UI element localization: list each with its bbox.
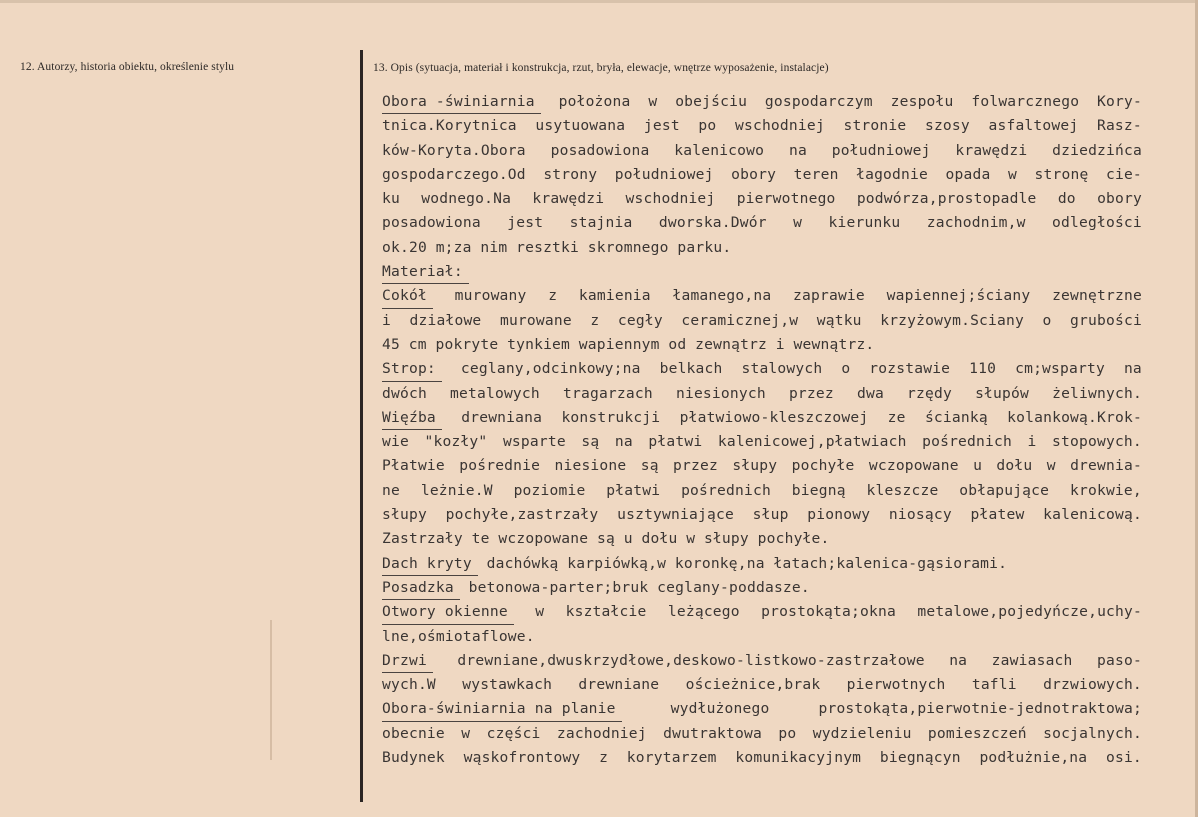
word: posadowiona xyxy=(382,214,481,232)
word: "kozły" xyxy=(424,433,488,451)
word: gospodarczego.Od xyxy=(382,165,526,183)
word: i xyxy=(382,311,391,329)
underlined-heading: Więźba xyxy=(382,406,442,430)
word: drewnia- xyxy=(1070,457,1142,475)
word: po xyxy=(698,117,717,135)
word: obory xyxy=(1097,190,1142,208)
word: pierwotnych xyxy=(846,676,946,694)
word: do xyxy=(1057,190,1076,208)
word: poziomie xyxy=(513,481,586,499)
word: cie- xyxy=(1105,165,1142,183)
word: pokryte xyxy=(435,335,499,353)
text-line xyxy=(382,90,1142,114)
word: ku xyxy=(382,190,400,208)
word: karpiówką,w xyxy=(567,554,667,572)
word: z xyxy=(548,287,558,305)
word: o xyxy=(1042,311,1052,329)
word: biegnącyn xyxy=(879,749,961,767)
word: paso- xyxy=(1097,651,1142,669)
word: stalowych xyxy=(741,360,823,378)
text-line xyxy=(382,746,1142,770)
word: pośrednich xyxy=(922,433,1012,451)
word: rozstawie xyxy=(869,360,951,378)
word: w xyxy=(648,93,658,110)
word: wydzieleniu xyxy=(812,724,912,742)
word: zawiasach xyxy=(991,651,1073,669)
word: ze xyxy=(887,408,906,426)
word: murowane xyxy=(499,311,572,329)
word: drewniane,dwuskrzydłowe,deskowo-listkowo-zastrzałowe xyxy=(457,651,925,669)
text-line xyxy=(382,139,1142,163)
word: są xyxy=(640,457,659,475)
word: krawędzi xyxy=(955,141,1028,159)
word: szosy xyxy=(924,117,970,135)
word: ceramicznej,w xyxy=(681,311,799,329)
text-line xyxy=(382,333,1142,357)
word: pośrednich xyxy=(681,481,771,499)
word: komunikacyjnym xyxy=(735,749,862,767)
word: kleszcze xyxy=(866,481,939,499)
word: przez xyxy=(788,384,834,402)
faint-ruling xyxy=(270,620,272,760)
underlined-heading: Posadzka xyxy=(382,576,460,600)
word: cm;wsparty xyxy=(1015,360,1105,378)
word: korytarzem xyxy=(626,749,717,767)
word: stronę xyxy=(1034,165,1089,183)
word: od xyxy=(668,335,687,353)
underlined-heading: Cokół xyxy=(382,284,433,308)
word: wewnątrz. xyxy=(793,335,875,353)
word: południowej xyxy=(614,165,714,183)
text-line xyxy=(382,552,1142,576)
word: u xyxy=(623,530,633,548)
word: płatwi xyxy=(648,433,703,451)
text-line xyxy=(382,576,1142,600)
underlined-heading: Strop: xyxy=(382,357,442,381)
text-line xyxy=(382,697,1142,721)
word: wystawkach xyxy=(462,676,553,694)
word: wapiennym xyxy=(578,335,660,353)
word: ceglany,odcinkowy;na xyxy=(460,360,641,378)
text-line xyxy=(382,382,1142,406)
word: cm xyxy=(408,335,427,353)
word: folwarcznego xyxy=(971,93,1080,110)
word: płatew xyxy=(970,506,1025,524)
word: są xyxy=(597,530,615,548)
text-line xyxy=(382,211,1142,235)
word: zewnątrz xyxy=(695,335,768,353)
word: dwóch xyxy=(382,384,427,402)
text-line xyxy=(382,454,1142,478)
word: murowany xyxy=(454,287,527,305)
word: podwórza,prostopadle xyxy=(856,190,1037,208)
word: płatwiowo-kleszczowej xyxy=(679,408,869,426)
word: w xyxy=(461,724,471,742)
text-line xyxy=(382,479,1142,503)
word: belkach xyxy=(659,360,723,378)
word: Kory- xyxy=(1097,93,1142,110)
word: z xyxy=(590,311,600,329)
word: ościeżnice,brak xyxy=(685,676,821,694)
word: południowej xyxy=(831,141,931,159)
word: zespołu xyxy=(890,93,954,110)
word: ków-Koryta.Obora xyxy=(382,141,526,159)
word: ok.20 xyxy=(382,238,427,256)
word: na xyxy=(788,141,807,159)
word: jest xyxy=(643,117,680,135)
word: przez xyxy=(673,457,718,475)
word: lne,ośmiotaflowe. xyxy=(382,627,535,645)
section-12-header: 12. Autorzy, historia obiektu, określenie stylu xyxy=(20,61,235,73)
word: gospodarczym xyxy=(764,93,873,110)
word: leżnie.W xyxy=(420,481,493,499)
word: kolankową.Krok- xyxy=(1007,408,1142,426)
word: łatach;kalenica-gąsiorami. xyxy=(773,554,1008,572)
word: kalenicowo xyxy=(674,141,765,159)
underlined-heading: Drzwi xyxy=(382,649,433,673)
word: prostokąta;okna xyxy=(761,603,896,621)
text-line xyxy=(382,722,1142,746)
word: pionowy xyxy=(807,506,871,524)
word: obejściu xyxy=(675,93,748,110)
word: pierwotnego xyxy=(736,190,836,208)
word: wsparte xyxy=(502,433,566,451)
word: części xyxy=(486,724,541,742)
word: stajnia xyxy=(569,214,633,232)
word: wczopowane xyxy=(498,530,589,548)
text-line xyxy=(382,527,1142,551)
word: koronkę,na xyxy=(674,554,765,572)
word: posadowiona xyxy=(550,141,650,159)
word: drewniana xyxy=(461,408,543,426)
word: stopowych. xyxy=(1052,433,1142,451)
word: krawędzi xyxy=(532,190,605,208)
section-13-header: 13. Opis (sytuacja, materiał i konstrukcja, rzut, bryła, elewacje, wnętrze wyposażenie, instalacje) xyxy=(373,62,829,74)
word: są xyxy=(581,433,600,451)
word: leżącego xyxy=(667,603,740,621)
word: w xyxy=(1046,457,1056,475)
text-line xyxy=(382,625,1142,649)
word: niesione xyxy=(554,457,627,475)
underlined-heading: Obora-świniarnia na planie xyxy=(382,697,622,721)
word: parku. xyxy=(677,238,732,256)
word: m;za xyxy=(435,238,472,256)
word: niesionych xyxy=(675,384,766,402)
word: ne xyxy=(382,481,400,499)
word: wątku xyxy=(816,311,862,329)
word: osi. xyxy=(1105,749,1142,767)
word: zachodnim,w xyxy=(926,214,1026,232)
word: dachówką xyxy=(486,554,559,572)
word: o xyxy=(841,360,851,378)
text-line xyxy=(382,649,1142,673)
word: żeliwnych. xyxy=(1052,384,1142,402)
word: łagodnie xyxy=(856,165,928,183)
word: odległości xyxy=(1052,214,1142,232)
word: pochyłe. xyxy=(757,530,830,548)
word: metalowe,pojedyńcze,uchy- xyxy=(917,603,1142,621)
word: opada xyxy=(945,165,991,183)
word: dołu xyxy=(996,457,1033,475)
word: na xyxy=(1123,360,1142,378)
word: dołu xyxy=(641,530,678,548)
word: cegły xyxy=(617,311,663,329)
word: po xyxy=(778,724,797,742)
word: podłużnie,na xyxy=(979,749,1088,767)
word: i xyxy=(1027,433,1037,451)
word: resztki xyxy=(516,238,580,256)
word: nim xyxy=(480,238,508,256)
paper-top-edge xyxy=(0,0,1198,3)
word: słupy xyxy=(382,506,427,524)
word: obecnie xyxy=(382,724,445,742)
word: jest xyxy=(507,214,544,232)
underlined-heading: Obora -świniarnia xyxy=(382,90,541,114)
text-line xyxy=(382,260,1142,284)
text-line xyxy=(382,284,1142,308)
word: Rasz- xyxy=(1096,117,1142,135)
word: 110 xyxy=(969,360,997,378)
word: 45 xyxy=(382,335,400,353)
word: kamienia xyxy=(578,287,651,305)
word: zachodniej xyxy=(556,724,647,742)
word: Zastrzały xyxy=(382,530,463,548)
word: słupów xyxy=(975,384,1029,402)
text-line xyxy=(382,600,1142,624)
word: kalenicową. xyxy=(1043,506,1142,524)
word: teren xyxy=(793,165,839,183)
word: tynkiem xyxy=(507,335,571,353)
word: usztywniające xyxy=(617,506,734,524)
word: wąskofrontowy xyxy=(463,749,581,767)
word: skromnego xyxy=(587,238,669,256)
word: usytuowana xyxy=(535,117,626,135)
word: dziedzińca xyxy=(1052,141,1142,159)
text-line xyxy=(382,503,1142,527)
word: pochyłe,zastrzały xyxy=(445,506,599,524)
word: rzędy xyxy=(907,384,952,402)
word: konstrukcji xyxy=(561,408,661,426)
word: tnica.Korytnica xyxy=(382,117,517,135)
word: dworska.Dwór xyxy=(658,214,767,232)
word: Budynek xyxy=(382,749,445,767)
word: drewniane xyxy=(578,676,660,694)
word: na xyxy=(949,651,968,669)
word: obłapujące xyxy=(959,481,1050,499)
word: na xyxy=(614,433,633,451)
underlined-heading: Otwory okienne xyxy=(382,600,514,624)
text-line xyxy=(382,357,1142,381)
word: wschodniej xyxy=(625,190,716,208)
word: niosący xyxy=(888,506,952,524)
column-divider xyxy=(360,50,363,802)
word: tafli xyxy=(971,676,1017,694)
word: w xyxy=(1007,165,1017,183)
word: stronie xyxy=(843,117,907,135)
word: wydłużonego xyxy=(670,700,770,718)
word: w xyxy=(686,530,696,548)
word: i xyxy=(775,335,785,353)
word: krzyżowym.Sciany xyxy=(880,311,1024,329)
word: wych.W xyxy=(382,676,436,694)
word: słupy xyxy=(732,457,778,475)
word: u xyxy=(973,457,983,475)
text-line xyxy=(382,187,1142,211)
word: wschodniej xyxy=(734,117,825,135)
word: wapiennej;ściany xyxy=(886,287,1031,305)
word: pochyłe xyxy=(791,457,855,475)
word: betonowa-parter;bruk xyxy=(468,578,649,596)
word: w xyxy=(793,214,803,232)
word: słupy xyxy=(703,530,749,548)
word: zaprawie xyxy=(793,287,865,305)
word: drzwiowych. xyxy=(1043,676,1142,694)
text-line xyxy=(382,309,1142,333)
word: grubości xyxy=(1070,311,1142,329)
word: tragarzach xyxy=(563,384,653,402)
word: dwa xyxy=(856,384,884,402)
word: położona xyxy=(558,93,631,110)
word: w xyxy=(535,603,545,621)
word: kalenicowej,płatwiach xyxy=(717,433,907,451)
text-line xyxy=(382,163,1142,187)
word: kierunku xyxy=(828,214,901,232)
text-line xyxy=(382,430,1142,454)
word: wodnego.Na xyxy=(421,190,512,208)
description-text xyxy=(382,90,1142,770)
word: kształcie xyxy=(565,603,647,621)
word: socjalnych. xyxy=(1043,724,1142,742)
word: działowe xyxy=(409,311,482,329)
text-line xyxy=(382,406,1142,430)
underlined-heading: Dach kryty xyxy=(382,552,478,576)
text-line xyxy=(382,114,1142,138)
word: z xyxy=(599,749,609,767)
word: asfaltowej xyxy=(988,117,1079,135)
word: prostokąta,pierwotnie-jednotraktowa; xyxy=(818,700,1142,718)
word: biegną xyxy=(791,481,846,499)
word: wie xyxy=(382,433,409,451)
word: pośrednie xyxy=(459,457,541,475)
word: pomieszczeń xyxy=(927,724,1027,742)
word: krokwie, xyxy=(1070,481,1142,499)
word: strony xyxy=(543,165,598,183)
underlined-heading: Materiał: xyxy=(382,260,469,284)
word: Płatwie xyxy=(382,457,445,475)
word: wczopowane xyxy=(868,457,959,475)
word: płatwi xyxy=(606,481,661,499)
word: ceglany-poddasze. xyxy=(657,578,810,596)
text-line xyxy=(382,673,1142,697)
word: łamanego,na xyxy=(672,287,772,305)
word: ścianką xyxy=(924,408,988,426)
word: obory xyxy=(731,165,777,183)
word: metalowych xyxy=(450,384,540,402)
word: dwutraktowa xyxy=(663,724,762,742)
text-line xyxy=(382,236,1142,260)
word: zewnętrzne xyxy=(1052,287,1142,305)
word: słup xyxy=(752,506,789,524)
word: te xyxy=(471,530,490,548)
